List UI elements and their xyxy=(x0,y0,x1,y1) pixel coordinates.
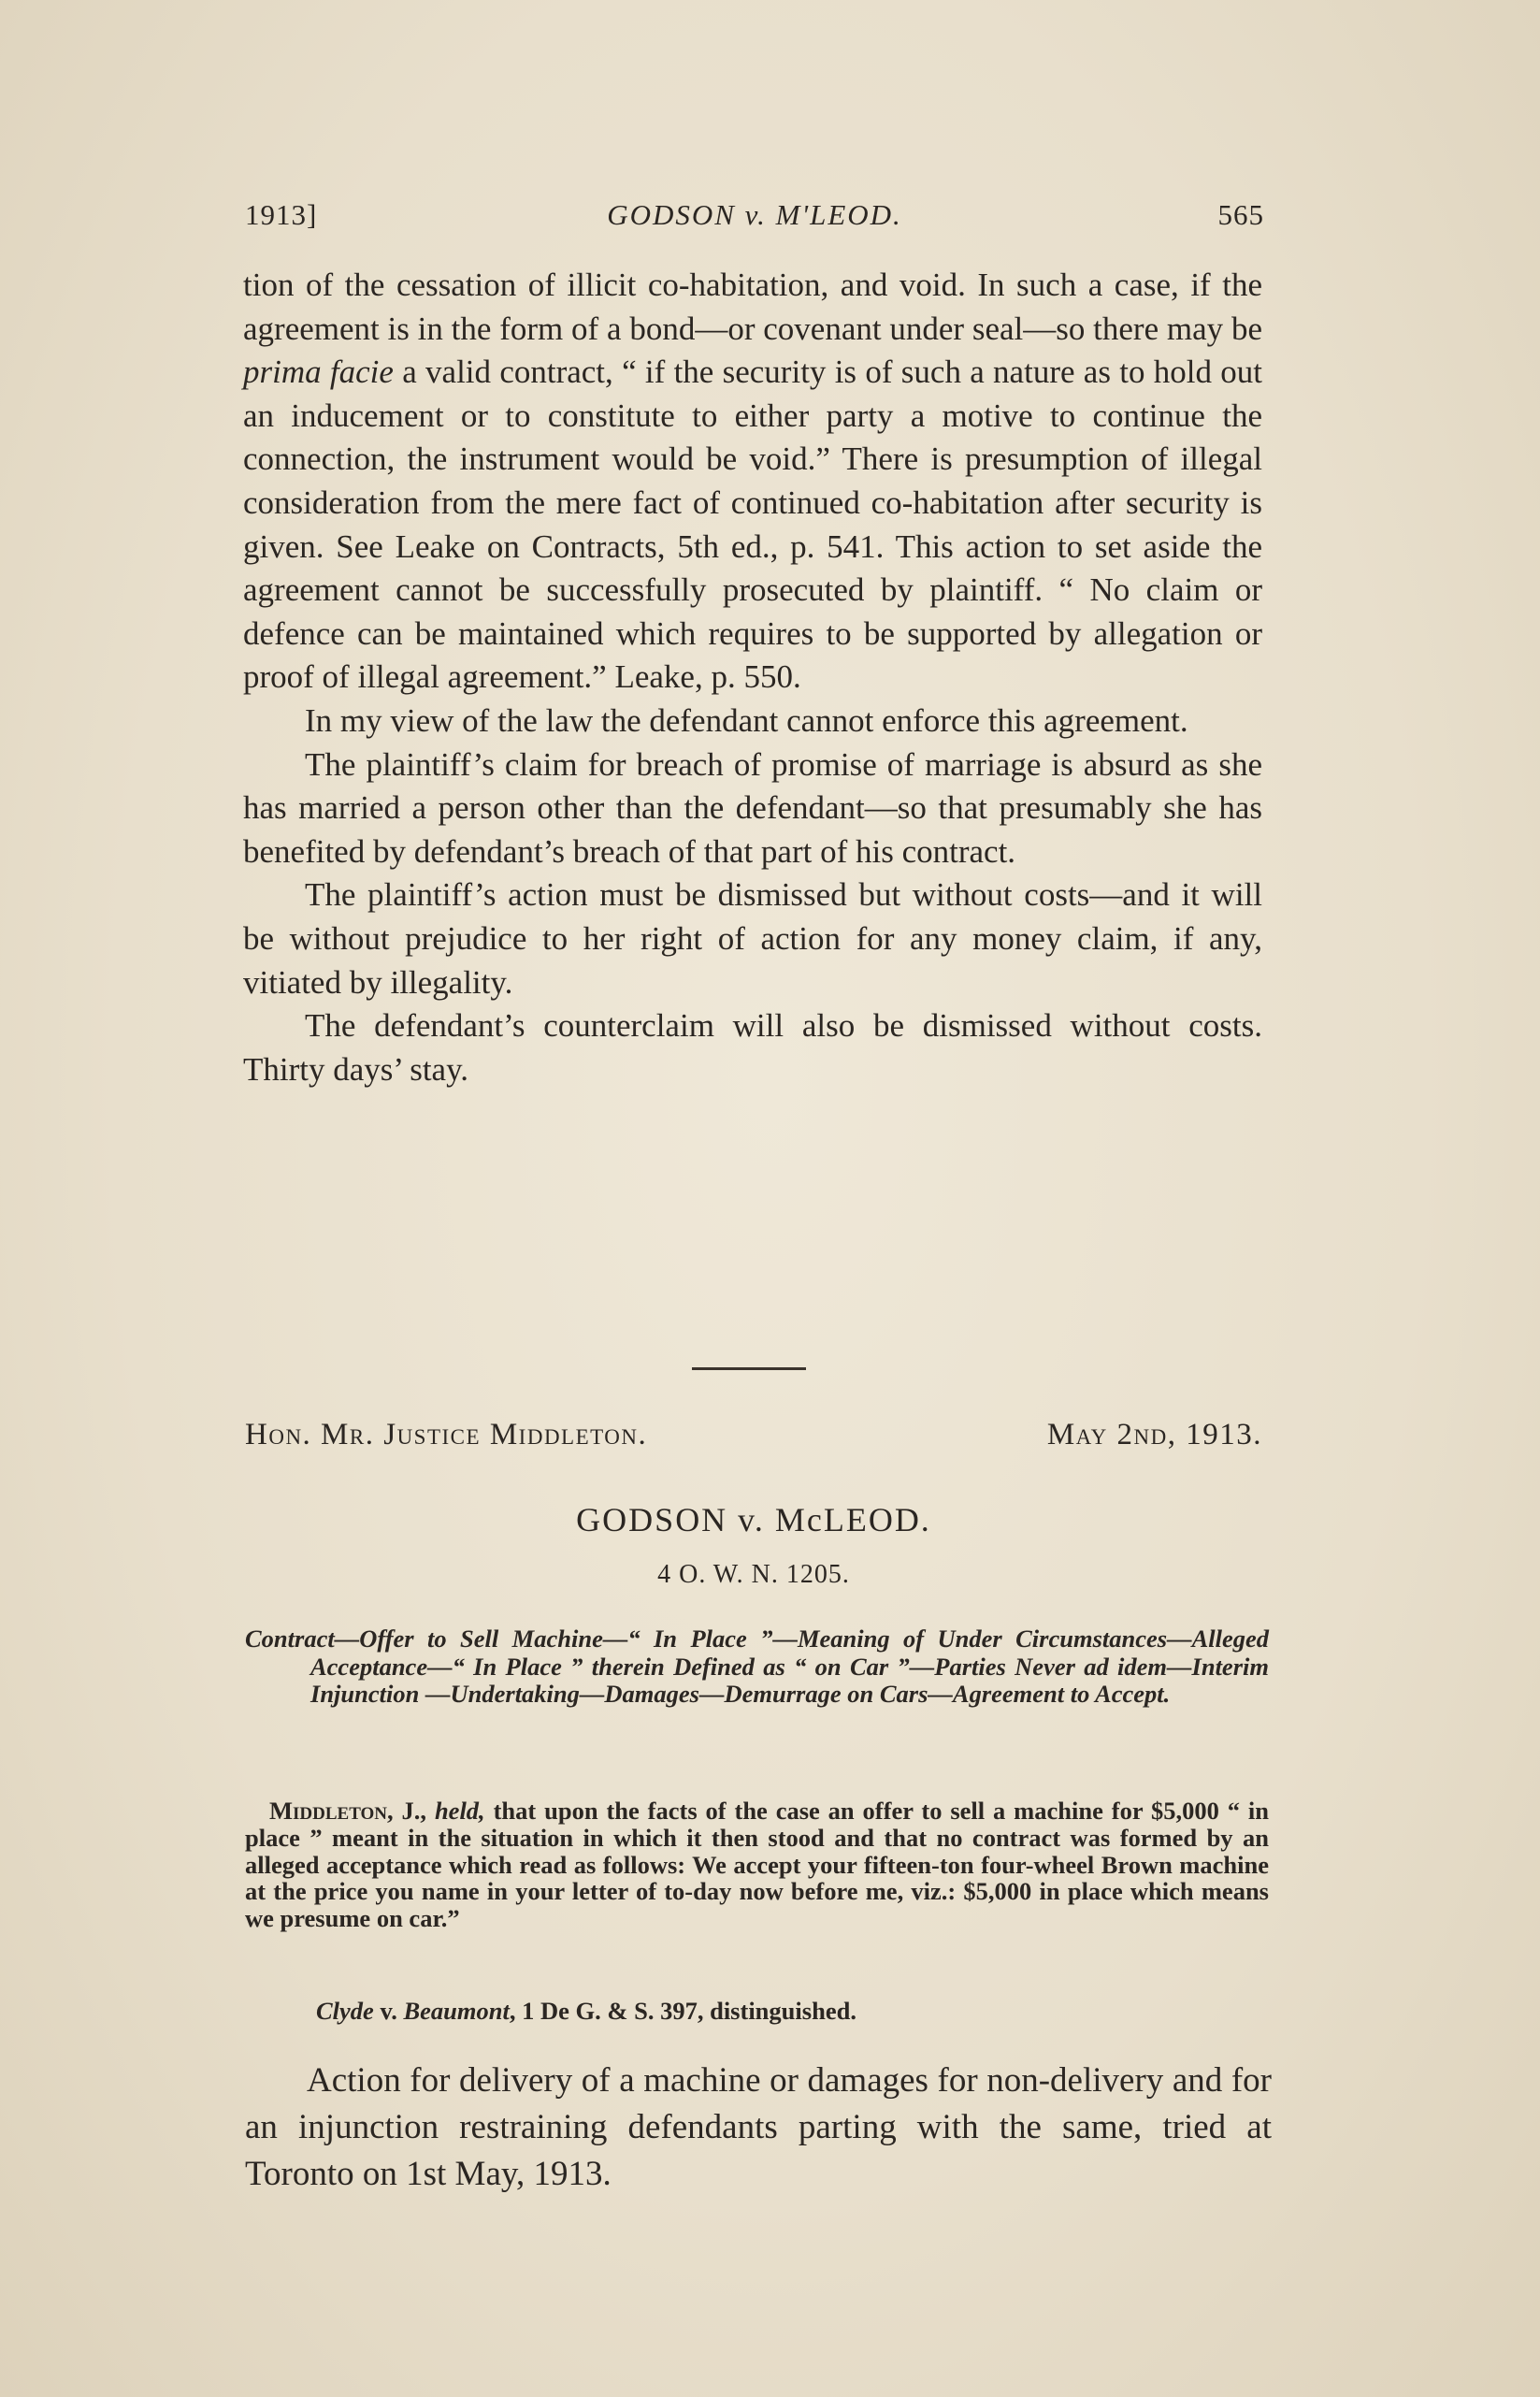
paragraph: In my view of the law the defendant cannot enforce this agreement. xyxy=(305,701,1188,739)
case-party-1: Clyde xyxy=(316,1997,374,2025)
page-number: 565 xyxy=(1217,198,1264,231)
judge-name: Hon. Mr. Justice Middleton. xyxy=(245,1418,648,1451)
running-head xyxy=(245,193,1264,239)
judgment-text xyxy=(243,264,1262,1091)
held-text: that upon the facts of the case an offer to sell a machine for $5,000 “ in place ” meant in the situation in which it then stood and that no contract was formed by an alleged acceptance which read as follows: We accept your fifteen-ton four-wheel Brown machine at the price you name in your letter of to-day now before me, viz.: $5,000 in place which means we presume on car.” xyxy=(245,1797,1270,1933)
versus: v. xyxy=(373,1997,404,2025)
judgment-date: May 2nd, 1913. xyxy=(1046,1418,1262,1451)
distinguished-rest: , 1 De G. & S. 397, distinguished. xyxy=(509,1997,856,2025)
held-summary xyxy=(245,1798,1269,1932)
headnote: Contract—Offer to Sell Machine—“ In Place ”—Meaning of Under Circumstances—Alleged Acceptance—“ In Place ” therein Defined as “ on Car ”—Parties Never ad idem—Interim Injunction —Undertaking—Damages—Demurrage on Cars—Agreement to Accept. xyxy=(245,1624,1269,1708)
held-judge: Middleton, J., xyxy=(269,1797,427,1825)
paragraph: The defendant’s counterclaim will also be dismissed without costs. Thirty days’ stay. xyxy=(243,1007,1262,1088)
running-head-case: GODSON v. M'LEOD. xyxy=(607,198,902,231)
running-head-year: 1913] xyxy=(245,198,318,231)
case-title: GODSON v. McLEOD. xyxy=(576,1501,931,1538)
section-divider xyxy=(692,1367,806,1370)
paragraph-text: tion of the cessation of illicit co-habitation, and void. In such a case, if the agreement is in the form of a bond—or covenant under seal—so there may be xyxy=(243,267,1262,347)
latin-phrase: prima facie xyxy=(243,354,394,391)
case-party-2: Beaumont xyxy=(403,1997,510,2025)
held-word: held, xyxy=(434,1797,485,1825)
case-citation: 4 O. W. N. 1205. xyxy=(657,1560,850,1589)
distinguished-case xyxy=(316,1997,1251,2026)
paragraph: The plaintiff’s action must be dismissed but without costs—and it will be without prejudice to her right of action for any money claim, if any, vitiated by illegality. xyxy=(243,876,1262,1001)
action-description: Action for delivery of a machine or damages for non-delivery and for an injunction restraining defendants parting with the same, tried at Toronto on 1st May, 1913. xyxy=(245,2061,1272,2193)
paragraph-text: a valid contract, “ if the security is of such a nature as to hold out an inducement or to constitute to either party a motive to continue the connection, the instrument would be void.” There is presumption of illegal consideration from the mere fact of continued co-habitation after security is given. See Leake on Contracts, 5th ed., p. 541. This action to set aside the agreement cannot be successfully prosecuted by plaintiff. “ No claim or defence can be maintained which requires to be supported by allegation or proof of illegal agreement.” Leake, p. 550. xyxy=(243,354,1262,696)
paragraph: The plaintiff’s claim for breach of promise of marriage is absurd as she has married a person other than the defendant—so that presumably she has benefited by defendant’s breach of that part of his contract. xyxy=(243,745,1262,870)
paragraph-continued xyxy=(243,264,1262,700)
